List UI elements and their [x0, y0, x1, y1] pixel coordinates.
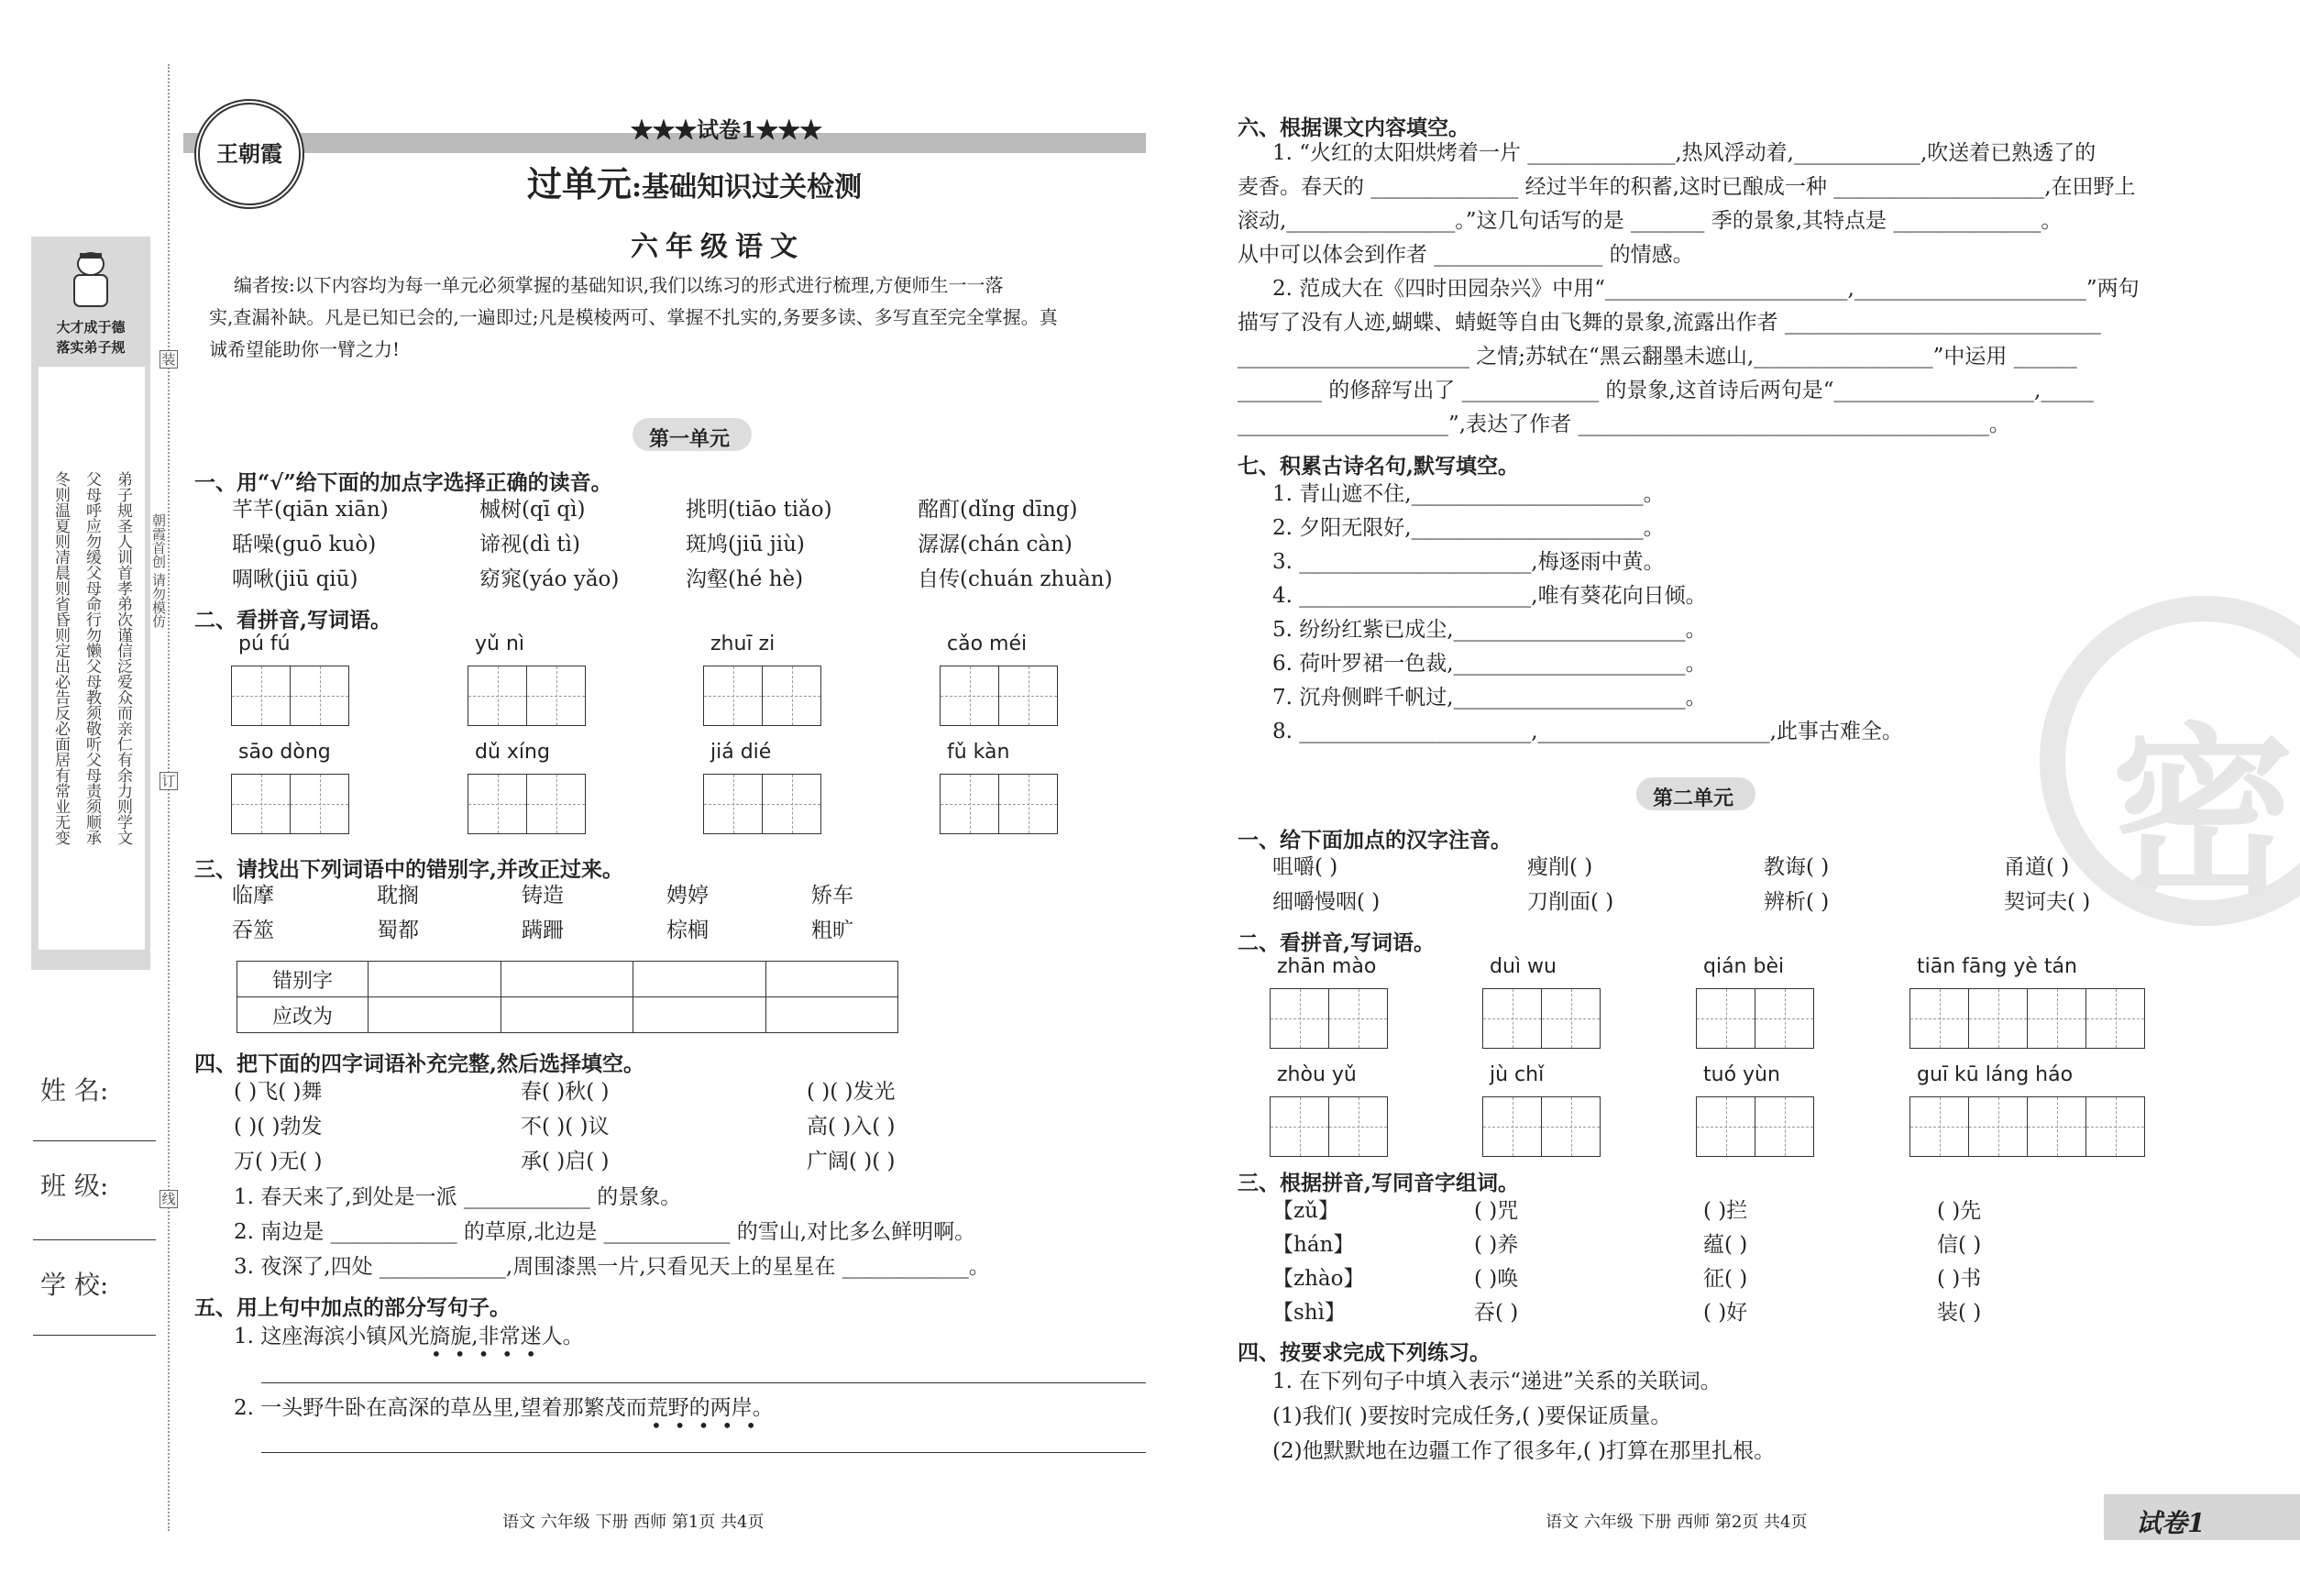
tear-line [168, 64, 170, 1531]
tianzige-cell[interactable] [2028, 989, 2086, 1048]
unit1-badge-text: 第一单元 [649, 427, 731, 451]
u1-q3-word: 娉婷 [666, 884, 709, 908]
tianzige-cell[interactable] [2086, 989, 2144, 1048]
u1-q3-table [237, 961, 898, 1033]
tianzige-cell[interactable] [1483, 989, 1542, 1048]
homophone-blank[interactable]: ( )咒 [1474, 1199, 1519, 1223]
pinyin-prompt: pú fú [238, 633, 291, 655]
editor-note-3: 诚希望能助你一臂之力! [209, 338, 401, 360]
tianzige-box[interactable] [468, 666, 586, 726]
u1-q3-word: 棕榈 [666, 919, 709, 942]
u1-q1-item[interactable]: 芊芊(qiān xiān) [232, 498, 389, 522]
idiom-blank[interactable]: 不( )( )议 [521, 1115, 610, 1139]
fill-line[interactable]: 2. 范成大在《四时田园杂兴》中用“_______________________,______________________”两句 [1272, 277, 2140, 301]
tianzige-cell[interactable] [2086, 1097, 2144, 1156]
dizigui-col-1: 弟子规圣人训首孝弟次谨信泛爱众而亲仁有余力则学文 [114, 471, 132, 845]
tianzige-box[interactable] [468, 774, 586, 834]
fill-line[interactable]: 8. ______________________,______________________,此事古难全。 [1272, 720, 1903, 743]
pinyin-prompt: fǔ kàn [947, 741, 1010, 764]
homophone-blank[interactable]: 蕴( ) [1703, 1233, 1748, 1257]
class-field[interactable] [33, 1239, 156, 1240]
u1-q3-word: 蹒跚 [522, 919, 564, 942]
table-label: 应改为 [237, 997, 369, 1033]
u1-q1-item[interactable]: 聒噪(guō kuò) [232, 533, 377, 556]
tianzige-cell[interactable] [1969, 989, 2028, 1048]
subject-title: 六年级语文 [631, 231, 805, 263]
tianzige-box[interactable] [1482, 988, 1601, 1049]
u1-q2-title: 二、看拼音,写词语。 [194, 608, 392, 633]
tianzige-box[interactable] [231, 666, 349, 726]
fill-line[interactable]: 1. “火红的太阳烘烤着一片 ______________,热风浮动着,____________,吹送着已熟透了的 [1272, 141, 2096, 165]
tianzige-cell[interactable] [1271, 1097, 1329, 1156]
idiom-blank[interactable]: 广阔( )( ) [807, 1150, 896, 1173]
pinyin-key: 【shì】 [1272, 1301, 1346, 1325]
tianzige-cell[interactable] [232, 775, 291, 833]
logo-text: 王朝霞 [216, 140, 282, 167]
tianzige-box[interactable] [1909, 988, 2145, 1049]
u1-q1-item[interactable]: 酩酊(dǐng dīng) [918, 498, 1078, 522]
pinyin-prompt: jù chǐ [1490, 1063, 1545, 1086]
name-field[interactable] [33, 1140, 156, 1141]
u2-q1-item[interactable]: 咀嚼( ) [1272, 855, 1338, 879]
u1-q1-item[interactable]: 挑明(tiāo tiǎo) [686, 498, 832, 522]
bind-mark-2: 订 [160, 772, 178, 790]
u1-q1-item[interactable]: 窈窕(yáo yǎo) [479, 567, 620, 591]
homophone-blank[interactable]: 征( ) [1703, 1267, 1748, 1291]
tianzige-cell[interactable] [1910, 989, 1969, 1048]
fill-line[interactable]: 4. ______________________,唯有葵花向日倾。 [1272, 584, 1707, 608]
tianzige-box[interactable] [1482, 1096, 1601, 1157]
title-sub-text: :基础知识过关检测 [632, 171, 863, 204]
homophone-blank[interactable]: 信( ) [1937, 1233, 1982, 1257]
u1-q6-title: 六、根据课文内容填空。 [1238, 116, 1469, 140]
footer-right: 语文 六年级 下册 西师 第2页 共4页 [1546, 1513, 1808, 1532]
tianzige-cell[interactable] [1483, 1097, 1542, 1156]
u1-q4-sentence-3[interactable]: 3. 夜深了,四处 ____________,周围漆黑一片,只看见天上的星星在 ____________。 [234, 1255, 990, 1279]
tianzige-cell[interactable] [1329, 989, 1387, 1048]
title-main [527, 156, 862, 206]
u2-q1-item[interactable]: 细嚼慢咽( ) [1272, 890, 1381, 914]
pinyin-prompt: zhān mào [1277, 955, 1377, 978]
tianzige-cell[interactable] [527, 775, 585, 833]
editor-note-2: 实,查漏补缺。凡是已知已会的,一遍即过;凡是模棱两可、掌握不扎实的,务要多读、多写直至完全掌握。真 [209, 306, 1058, 328]
tianzige-cell[interactable] [704, 666, 763, 725]
copyright-vertical: 朝霞首创 请勿模仿 [150, 512, 167, 628]
idiom-blank[interactable]: 承( )启( ) [521, 1150, 610, 1173]
tianzige-box[interactable] [1270, 1096, 1388, 1157]
homophone-blank[interactable]: 吞( ) [1474, 1301, 1519, 1325]
u2-q1-item[interactable]: 刀削面( ) [1527, 890, 1614, 914]
u1-q5-sentence-1: 1. 这座海滨小镇风光旖旎,非常迷人。 [234, 1325, 584, 1348]
u2-q4-line-1: 1. 在下列句子中填入表示“递进”关系的关联词。 [1272, 1370, 1722, 1393]
fill-line[interactable]: 从中可以体会到作者 ________________ 的情感。 [1238, 243, 1694, 267]
u2-q1-item[interactable]: 辨析( ) [1764, 890, 1830, 914]
homophone-blank[interactable]: 装( ) [1937, 1301, 1982, 1325]
tianzige-cell[interactable] [1755, 989, 1813, 1048]
tianzige-cell[interactable] [1329, 1097, 1387, 1156]
fill-line[interactable]: ____________________”,表达了作者 _______________________________________。 [1238, 413, 2010, 436]
scholar-figure-icon [63, 248, 118, 312]
pinyin-key: 【zǔ】 [1272, 1199, 1339, 1223]
tianzige-cell[interactable] [1910, 1097, 1969, 1156]
u2-q4-title: 四、按要求完成下列练习。 [1238, 1340, 1491, 1365]
tianzige-box[interactable] [1696, 988, 1814, 1049]
tianzige-box[interactable] [940, 666, 1058, 726]
pinyin-key: 【zhào】 [1272, 1267, 1365, 1291]
tianzige-box[interactable] [940, 774, 1058, 834]
table-label: 错别字 [237, 962, 369, 997]
fill-line[interactable]: 3. ______________________,梅逐雨中黄。 [1272, 550, 1665, 574]
u2-q4-line-3[interactable]: (2)他默默地在边疆工作了很多年,( )打算在那里扎根。 [1272, 1439, 1776, 1463]
u1-q5-answer-line-2[interactable] [261, 1452, 1146, 1453]
table-cell[interactable] [369, 997, 501, 1033]
unit2-badge [1636, 777, 1755, 810]
idiom-blank[interactable]: 高( )入( ) [807, 1115, 896, 1139]
u1-q3-word: 铸造 [522, 884, 564, 908]
u1-q4-sentence-2[interactable]: 2. 南边是 ____________ 的草原,北边是 ____________ 的雪山,对比多么鲜明啊。 [234, 1220, 976, 1244]
u2-q2-writing-grid [1270, 955, 2186, 1166]
motto-top: 大才成于德 [56, 319, 126, 336]
homophone-blank[interactable]: ( )唤 [1474, 1267, 1519, 1291]
tianzige-cell[interactable] [763, 666, 820, 725]
u1-q3-word: 吞筮 [232, 919, 274, 942]
u2-q1-item[interactable]: 教诲( ) [1764, 855, 1830, 879]
u1-q3-word: 耽搁 [377, 884, 419, 908]
u1-q3-title: 三、请找出下列词语中的错别字,并改正过来。 [194, 857, 624, 882]
fill-line[interactable]: 描写了没有人迹,蝴蝶、蜻蜓等自由飞舞的景象,流露出作者 ______________________________ [1238, 311, 2101, 335]
tianzige-cell[interactable] [1542, 989, 1600, 1048]
pinyin-key: 【hán】 [1272, 1233, 1355, 1257]
u2-q1-item[interactable]: 契诃夫( ) [2004, 890, 2091, 914]
u1-q1-item[interactable]: 槭树(qī qì) [479, 498, 586, 522]
class-label: 班 级: [40, 1171, 109, 1201]
pinyin-prompt: tiān fāng yè tán [1917, 955, 2077, 978]
tianzige-box[interactable] [1270, 988, 1388, 1049]
tianzige-cell[interactable] [291, 666, 348, 725]
pinyin-prompt: sāo dòng [238, 741, 331, 764]
pinyin-prompt: tuó yùn [1703, 1063, 1780, 1086]
idiom-blank[interactable]: 春( )秋( ) [521, 1080, 610, 1104]
dizigui-col-2: 父母呼应勿缓父母命行勿懒父母教须敬听父母责须顺承 [83, 471, 101, 845]
u1-q5-title: 五、用上句中加点的部分写句子。 [194, 1295, 511, 1320]
tianzige-cell[interactable] [468, 775, 527, 833]
tianzige-box[interactable] [703, 774, 821, 834]
footer-left: 语文 六年级 下册 西师 第1页 共4页 [502, 1513, 765, 1532]
editor-note-1: 编者按:以下内容均为每一单元必须掌握的基础知识,我们以练习的形式进行梳理,方便师生一一落 [234, 274, 1004, 296]
bind-mark-1: 装 [160, 350, 178, 369]
u1-q5-sentence-2: 2. 一头野牛卧在高深的草丛里,望着那繁茂而荒野的两岸。 [234, 1396, 774, 1420]
pinyin-prompt: zhuī zi [710, 633, 776, 655]
tianzige-cell[interactable] [291, 775, 348, 833]
pinyin-prompt: yǔ nì [475, 633, 525, 655]
idiom-blank[interactable]: ( )飞( )舞 [234, 1080, 323, 1104]
footer-tag: 试卷1 [2136, 1508, 2206, 1538]
homophone-blank[interactable]: ( )书 [1937, 1267, 1982, 1291]
u1-q3-word: 粗旷 [811, 919, 853, 942]
table-cell[interactable] [501, 997, 633, 1033]
u2-q2-title: 二、看拼音,写词语。 [1238, 930, 1436, 955]
fill-line[interactable]: ________ 的修辞写出了 _____________ 的景象,这首诗后两句是“___________________,_____ [1238, 379, 2094, 402]
dizigui-col-3: 冬则温夏则凊晨则省昏则定出必告反必面居有常业无变 [51, 471, 70, 845]
stamp-text: 密 [2111, 706, 2295, 921]
pinyin-prompt: duì wu [1490, 955, 1557, 978]
tianzige-box[interactable] [231, 774, 349, 834]
u1-q3-word: 矫车 [811, 884, 853, 908]
u1-q1-item[interactable]: 谛视(dì tì) [479, 533, 580, 556]
table-cell[interactable] [633, 962, 766, 997]
pinyin-prompt: cǎo méi [947, 633, 1028, 655]
tianzige-cell[interactable] [704, 775, 763, 833]
u1-q1-item[interactable]: 啁啾(jiū qiū) [232, 567, 358, 591]
tianzige-cell[interactable] [232, 666, 291, 725]
u1-q1-item[interactable]: 斑鸠(jiū jiù) [686, 533, 805, 556]
u1-q1-item[interactable]: 沟壑(hé hè) [686, 567, 804, 591]
confidential-stamp [2040, 596, 2300, 926]
school-field[interactable] [33, 1335, 156, 1336]
school-label: 学 校: [40, 1270, 109, 1300]
motto-panel [31, 237, 150, 970]
fill-line[interactable]: 7. 沉舟侧畔千帆过,______________________。 [1272, 686, 1707, 710]
homophone-blank[interactable]: ( )好 [1703, 1301, 1748, 1325]
motto-bottom: 落实弟子规 [56, 339, 126, 356]
emphasis-dots: ••••• [431, 1343, 549, 1365]
pinyin-prompt: zhòu yǔ [1277, 1063, 1357, 1086]
footer-tag-band [2104, 1494, 2300, 1540]
tianzige-cell[interactable] [1271, 989, 1329, 1048]
tianzige-cell[interactable] [1755, 1097, 1813, 1156]
tianzige-box[interactable] [1909, 1096, 2145, 1157]
tianzige-cell[interactable] [1697, 989, 1755, 1048]
fill-line[interactable]: 滚动,________________。”这几句话写的是 _______ 季的景象,其特点是 ______________。 [1238, 209, 2063, 233]
u2-q1-title: 一、给下面加点的汉字注音。 [1238, 828, 1512, 853]
bind-mark-3: 线 [160, 1190, 178, 1208]
u1-q2-writing-grid [231, 633, 1148, 853]
tianzige-cell[interactable] [941, 775, 999, 833]
pinyin-prompt: dǔ xíng [475, 741, 550, 764]
u1-q1-item[interactable]: 潺潺(chán càn) [918, 533, 1073, 556]
u1-q5-answer-line-1[interactable] [261, 1382, 1146, 1383]
table-cell[interactable] [765, 997, 898, 1033]
u1-q4-title: 四、把下面的四字词语补充完整,然后选择填空。 [194, 1051, 645, 1076]
logo-seal [194, 99, 304, 209]
fill-line[interactable]: 6. 荷叶罗裙一色裁,______________________。 [1272, 652, 1707, 676]
title-main-text: 过单元 [527, 163, 633, 204]
tianzige-cell[interactable] [999, 666, 1057, 725]
u2-q3-title: 三、根据拼音,写同音字组词。 [1238, 1171, 1520, 1195]
tianzige-cell[interactable] [941, 666, 999, 725]
u1-q3-word: 临摩 [232, 884, 274, 908]
u1-q3-word: 蜀都 [377, 919, 419, 942]
name-label: 姓 名: [40, 1075, 109, 1106]
homophone-blank[interactable]: ( )养 [1474, 1233, 1519, 1257]
idiom-blank[interactable]: ( )( )勃发 [234, 1115, 323, 1139]
tianzige-cell[interactable] [1697, 1097, 1755, 1156]
unit1-badge [633, 418, 752, 451]
homophone-blank[interactable]: ( )先 [1937, 1199, 1982, 1223]
tianzige-cell[interactable] [527, 666, 585, 725]
u1-q1-item[interactable]: 自传(chuán zhuàn) [918, 567, 1113, 591]
u2-q1-item[interactable]: 甬道( ) [2004, 855, 2070, 879]
tianzige-cell[interactable] [2028, 1097, 2086, 1156]
idiom-blank[interactable]: 万( )无( ) [234, 1150, 323, 1173]
tianzige-cell[interactable] [1542, 1097, 1600, 1156]
table-cell[interactable] [369, 962, 501, 997]
pinyin-prompt: jiá dié [710, 741, 772, 764]
tianzige-box[interactable] [703, 666, 821, 726]
fill-line[interactable]: 5. 纷纷红紫已成尘,______________________。 [1272, 618, 1707, 642]
u1-q4-sentence-1[interactable]: 1. 春天来了,到处是一派 ____________ 的景象。 [234, 1185, 682, 1209]
emphasis-dots: ••••• [651, 1414, 769, 1436]
idiom-blank[interactable]: ( )( )发光 [807, 1080, 896, 1104]
tianzige-cell[interactable] [468, 666, 527, 725]
u2-q1-item[interactable]: 瘦削( ) [1527, 855, 1593, 879]
u2-q4-line-2[interactable]: (1)我们( )要按时完成任务,( )要保证质量。 [1272, 1404, 1672, 1428]
tianzige-cell[interactable] [999, 775, 1057, 833]
paper-number: ★★★试卷1★★★ [631, 116, 822, 143]
pinyin-prompt: qián bèi [1703, 955, 1785, 978]
homophone-blank[interactable]: ( )拦 [1703, 1199, 1748, 1223]
fill-line[interactable]: 2. 夕阳无限好,______________________。 [1272, 516, 1665, 540]
tianzige-box[interactable] [1696, 1096, 1814, 1157]
table-cell[interactable] [633, 997, 766, 1033]
tianzige-cell[interactable] [763, 775, 820, 833]
table-cell[interactable] [501, 962, 633, 997]
pinyin-prompt: guī kū láng háo [1917, 1063, 2074, 1086]
fill-line[interactable]: 1. 青山遮不住,______________________。 [1272, 482, 1665, 506]
table-cell[interactable] [765, 962, 898, 997]
fill-line[interactable]: ______________________ 之情;苏轼在“黑云翻墨未遮山,_________________”中运用 ______ [1238, 345, 2077, 369]
fill-line[interactable]: 麦香。春天的 ______________ 经过半年的积蓄,这时已酿成一种 ____________________,在田野上 [1238, 175, 2136, 199]
tianzige-cell[interactable] [1969, 1097, 2028, 1156]
u1-q1-title: 一、用“√”给下面的加点字选择正确的读音。 [194, 470, 612, 495]
binding-strip [0, 0, 174, 1596]
unit2-badge-text: 第二单元 [1653, 787, 1734, 810]
u1-q7-title: 七、积累古诗名句,默写填空。 [1238, 454, 1520, 479]
